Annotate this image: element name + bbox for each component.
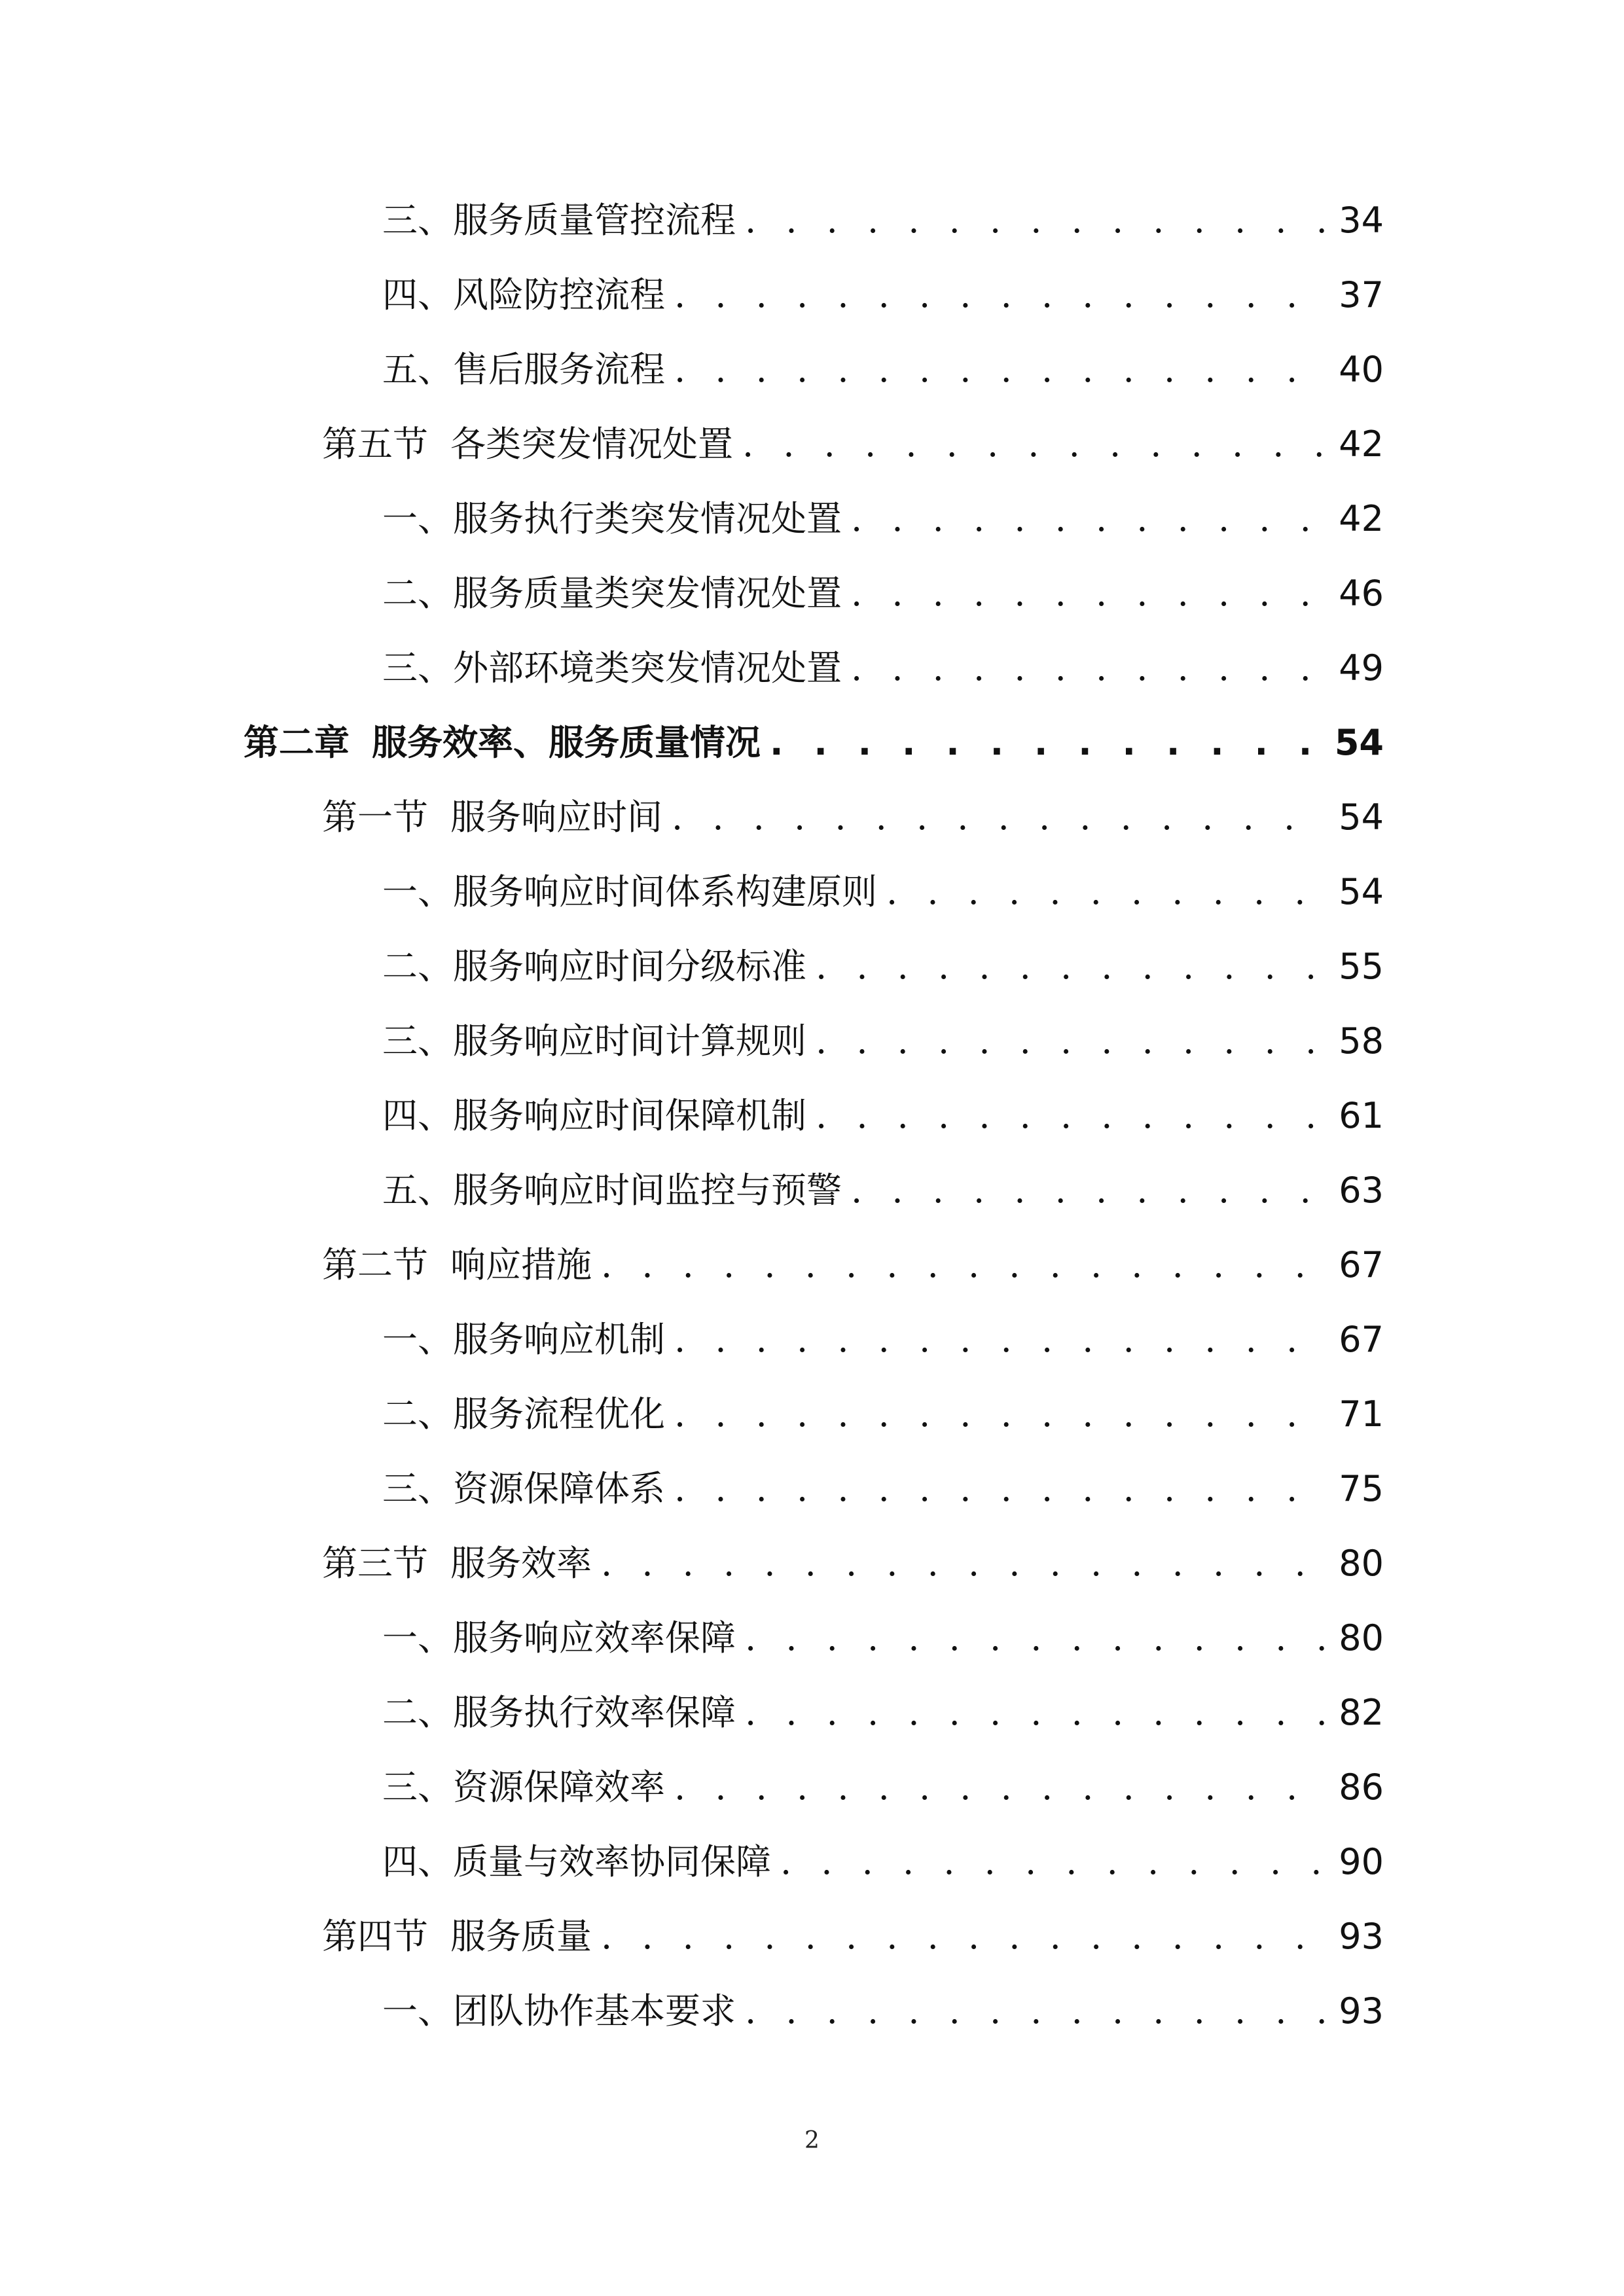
toc-entry-title: 服务响应时间体系构建原则 [453,871,877,912]
page-number: 2 [804,2127,820,2154]
toc-entry[interactable] [322,1526,1384,1601]
toc-entry-page: 34 [1339,200,1384,241]
toc-entry-page: 71 [1339,1393,1384,1435]
dot-leader [601,1899,1326,1974]
toc-entry[interactable] [382,1377,1384,1452]
dot-leader [674,258,1326,332]
toc-entry-page: 58 [1339,1020,1384,1062]
toc-entry-title: 服务响应机制 [453,1319,665,1360]
toc-entry-number: 二、 [382,1692,453,1733]
toc-entry-number: 二、 [382,573,453,614]
toc-entry-number: 第二节 [322,1244,428,1285]
dot-leader [780,1825,1326,1899]
toc-entry-title: 服务效率 [450,1543,592,1584]
dot-leader [851,556,1326,631]
toc-entry-title: 资源保障效率 [453,1767,665,1808]
toc-entry-page: 54 [1339,871,1384,912]
toc-entry[interactable] [322,407,1384,482]
toc-entry[interactable] [382,1153,1384,1228]
toc-entry[interactable] [382,1974,1384,2049]
toc-entry[interactable] [382,183,1384,258]
toc-entry-title: 响应措施 [450,1244,592,1285]
toc-entry-number: 一、 [382,1617,453,1659]
toc-entry-page: 55 [1339,946,1384,987]
toc-entry-page: 67 [1339,1244,1384,1285]
toc-entry-number: 四、 [382,1841,453,1882]
toc-entry-page: 80 [1339,1617,1384,1659]
dot-leader [674,1750,1326,1825]
toc-entry-title: 服务响应时间保障机制 [453,1095,806,1136]
dot-leader [851,1153,1326,1228]
toc-entry[interactable] [322,1899,1384,1974]
toc-entry-number: 第三节 [322,1543,428,1584]
toc-entry[interactable] [382,855,1384,929]
toc-entry[interactable] [382,1825,1384,1899]
toc-entry-page: 82 [1339,1692,1384,1733]
toc-entry-title: 服务响应时间计算规则 [453,1020,806,1062]
dot-leader [674,1377,1326,1452]
toc-entry-title: 外部环境类突发情况处置 [453,647,842,689]
toc-entry-title: 质量与效率协同保障 [453,1841,771,1882]
dot-leader [674,332,1326,407]
dot-leader [742,407,1326,482]
toc-entry[interactable] [382,1676,1384,1750]
dot-leader [745,183,1326,258]
dot-leader [886,855,1326,929]
toc-entry-page: 54 [1339,797,1384,838]
toc-entry[interactable] [382,929,1384,1004]
toc-entry-page: 40 [1339,349,1384,390]
toc-entry[interactable] [382,1079,1384,1153]
toc-entry-number: 四、 [382,1095,453,1136]
toc-entry-number: 一、 [382,1319,453,1360]
toc-entry-title: 售后服务流程 [453,349,665,390]
toc-entry-page: 93 [1339,1916,1384,1957]
toc-entry[interactable] [322,1228,1384,1302]
toc-entry[interactable] [382,482,1384,556]
toc-entry-title: 服务质量 [450,1916,592,1957]
dot-leader [851,631,1326,706]
toc-entry-page: 61 [1339,1095,1384,1136]
toc-entry-title: 各类突发情况处置 [450,423,733,465]
toc-entry-number: 四、 [382,274,453,315]
toc-entry-number: 三、 [382,647,453,689]
dot-leader [674,1302,1326,1377]
toc-entry-page: 86 [1339,1767,1384,1808]
dot-leader [816,1004,1326,1079]
toc-entry-number: 第二章 [244,722,350,763]
toc-entry[interactable] [382,1452,1384,1526]
toc-entry-number: 二、 [382,946,453,987]
toc-entry-number: 第五节 [322,423,428,465]
toc-entry-number: 三、 [382,1767,453,1808]
toc-entry-number: 一、 [382,871,453,912]
toc-entry-title: 服务质量管控流程 [453,200,736,241]
toc-entry[interactable] [382,1004,1384,1079]
dot-leader [770,706,1323,780]
dot-leader [745,1974,1326,2049]
toc-entry-number: 五、 [382,349,453,390]
toc-entry-title: 资源保障体系 [453,1468,665,1509]
dot-leader [601,1526,1326,1601]
toc-entry-page: 75 [1339,1468,1384,1509]
toc-entry-title: 服务响应时间监控与预警 [453,1170,842,1211]
toc-entry-page: 93 [1339,1990,1384,2032]
toc-entry[interactable] [382,1302,1384,1377]
toc-entry-page: 49 [1339,647,1384,689]
toc-entry-title: 风险防控流程 [453,274,665,315]
dot-leader [745,1601,1326,1676]
toc-entry-number: 二、 [382,1393,453,1435]
toc-entry-title: 服务效率、服务质量情况 [372,722,761,763]
toc-entry-title: 服务响应效率保障 [453,1617,736,1659]
toc-entry-page: 67 [1339,1319,1384,1360]
toc-entry-page: 42 [1339,498,1384,539]
dot-leader [601,1228,1326,1302]
toc-entry[interactable] [382,1601,1384,1676]
dot-leader [672,780,1326,855]
toc-entry[interactable] [382,1750,1384,1825]
dot-leader [851,482,1326,556]
dot-leader [674,1452,1326,1526]
toc-entry-title: 服务质量类突发情况处置 [453,573,842,614]
toc-entry-page: 54 [1334,722,1384,763]
toc-entry-title: 服务响应时间 [450,797,662,838]
dot-leader [816,1079,1326,1153]
dot-leader [816,929,1326,1004]
toc-entry-title: 服务执行效率保障 [453,1692,736,1733]
toc-entry-page: 90 [1339,1841,1384,1882]
toc-entry[interactable] [382,258,1384,332]
toc-entry-number: 三、 [382,1020,453,1062]
toc-entry[interactable] [322,780,1384,855]
toc-entry-title: 团队协作基本要求 [453,1990,736,2032]
toc-entry-number: 第四节 [322,1916,428,1957]
toc-entry[interactable] [382,631,1384,706]
toc-entry[interactable] [382,556,1384,631]
toc-entry-page: 80 [1339,1543,1384,1584]
toc-entry-page: 37 [1339,274,1384,315]
toc-entry-page: 46 [1339,573,1384,614]
toc-entry[interactable] [382,332,1384,407]
toc-entry-title: 服务响应时间分级标准 [453,946,806,987]
toc-entry-number: 三、 [382,200,453,241]
toc-entry-number: 一、 [382,498,453,539]
toc-entry-number: 三、 [382,1468,453,1509]
toc-entry-page: 42 [1339,423,1384,465]
toc-entry-page: 63 [1339,1170,1384,1211]
toc-entry-number: 第一节 [322,797,428,838]
dot-leader [745,1676,1326,1750]
toc-entry-title: 服务执行类突发情况处置 [453,498,842,539]
toc-entry-number: 一、 [382,1990,453,2032]
toc-entry-number: 五、 [382,1170,453,1211]
toc-entry-title: 服务流程优化 [453,1393,665,1435]
toc-entry[interactable] [244,706,1384,780]
